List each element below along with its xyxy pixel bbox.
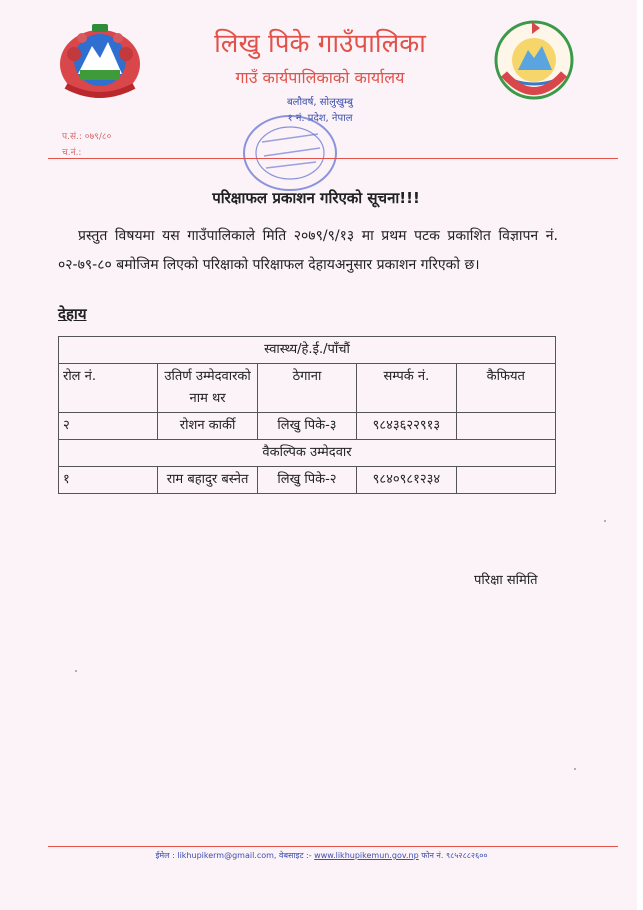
footer-website-link[interactable]: www.likhupikemun.gov.np [314,851,419,860]
col-remarks: कैफियत [456,364,555,413]
contact-cell: ९८४०९८१२३४ [357,467,456,494]
nepal-emblem-icon [52,20,148,106]
reference-number: प.सं.: ०७९/८० [62,132,112,142]
paper-speck [604,520,606,522]
col-address: ठेगाना [257,364,356,413]
paper-speck [574,768,576,770]
col-contact: सम्पर्क नं. [357,364,456,413]
paper-speck [75,670,77,672]
signatory: परिक्षा समिति [474,573,538,588]
footer [0,850,643,861]
contact-cell: ९८४३६२२९१३ [357,413,456,440]
footer-email: ईमेल : likhupikerm@gmail.com, [155,851,277,860]
address-cell: लिखु पिके-३ [257,413,356,440]
footer-website-label: वेबसाइट :- [279,851,312,860]
alternate-row [59,440,556,467]
office-stamp-icon [240,112,340,194]
notice-title: परिक्षाफल प्रकाशन गरिएको सूचना!!! [212,189,420,207]
letterhead-divider [48,158,618,159]
roll-cell: २ [59,413,158,440]
address-cell: लिखु पिके-२ [257,467,356,494]
office-address-line-2: १ नं. प्रदेश, नेपाल [287,113,353,124]
col-roll: रोल नं. [59,364,158,413]
municipality-logo-icon [492,18,576,102]
position-row [59,337,556,364]
remarks-cell [456,467,555,494]
col-name: उतिर्ण उम्मेदवारको नाम थर [158,364,257,413]
table-row [59,467,556,494]
name-cell: रोशन कार्की [158,413,257,440]
table-row [59,413,556,440]
dispatch-number: च.नं.: [62,148,82,158]
section-heading: देहाय [58,305,87,323]
position-title: स्वास्थ्य/हे.ई./पाँचौं [59,337,556,364]
roll-cell: १ [59,467,158,494]
remarks-cell [456,413,555,440]
org-title: लिखु पिके गाउँपालिका [214,29,426,59]
footer-divider [48,846,618,847]
notice-body: प्रस्तुत विषयमा यस गाउँपालिकाले मिति २०७९/९/१३ मा प्रथम पटक प्रकाशित विज्ञापन नं. ०२-७९-८० बमोजिम लिएको परिक्षाको परिक्षाफल देहायअनुसार प्रकाशन गरिएको छ। [58,228,558,273]
header-row [59,364,556,413]
footer-phone: फोन नं. ९८५२८८२६०० [421,851,488,860]
page-edge [637,0,643,910]
results-table [58,336,556,494]
name-cell: राम बहादुर बस्नेत [158,467,257,494]
alternate-title: वैकल्पिक उम्मेदवार [59,440,556,467]
office-address-line-1: बलौवर्ष, सोलुखुम्बु [286,97,354,108]
org-subtitle: गाउँ कार्यपालिकाको कार्यालय [235,68,405,87]
